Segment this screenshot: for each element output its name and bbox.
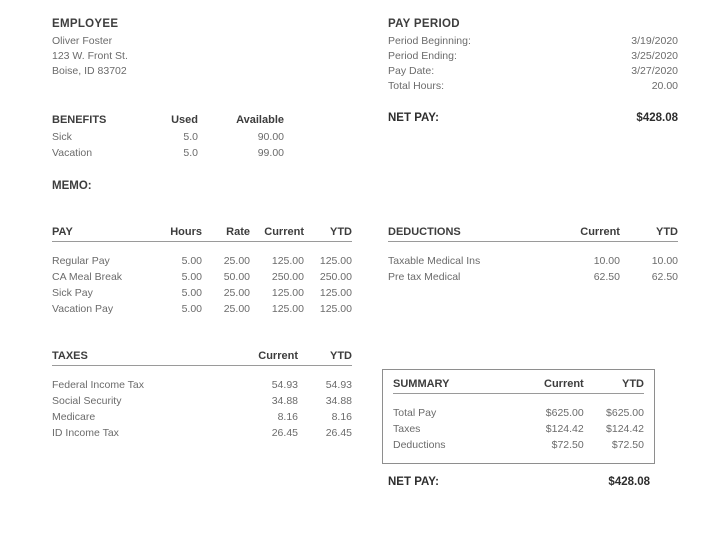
pay-ytd: 125.00	[319, 255, 352, 267]
pay-header-hours: Hours	[154, 226, 202, 242]
summary-ytd: $124.42	[606, 423, 644, 435]
deduction-ytd: 10.00	[651, 255, 678, 267]
taxes-header-current: Current	[220, 350, 298, 366]
pay-period-value: 20.00	[651, 80, 678, 92]
deductions-header-name: DEDUCTIONS	[388, 226, 550, 242]
deduction-name: Taxable Medical Ins	[388, 255, 481, 267]
deductions-header-current: Current	[550, 226, 620, 242]
net-pay-summary-bottom	[388, 476, 650, 488]
employee-title: EMPLOYEE	[52, 18, 119, 30]
summary-name: Deductions	[393, 439, 446, 451]
spacer	[52, 242, 352, 254]
benefits-header-row	[52, 114, 284, 129]
pay-period-row	[388, 49, 678, 64]
tax-current: 34.88	[271, 395, 298, 407]
summary-ytd: $625.00	[606, 407, 644, 419]
benefits-header-used: Used	[171, 114, 198, 126]
tax-ytd: 54.93	[325, 379, 352, 391]
pay-period-label: Period Beginning:	[388, 35, 471, 47]
deductions-header-ytd: YTD	[620, 226, 678, 242]
tax-ytd: 34.88	[325, 395, 352, 407]
summary-table	[393, 378, 644, 453]
pay-rate: 25.00	[223, 287, 250, 299]
table-row	[52, 129, 284, 145]
table-row	[52, 393, 352, 409]
pay-period-label: Period Ending:	[388, 50, 457, 62]
pay-period-row	[388, 64, 678, 79]
net-pay-value: $428.08	[608, 476, 650, 488]
table-row	[52, 253, 352, 269]
pay-header-current: Current	[250, 226, 304, 242]
pay-hours: 5.00	[181, 255, 202, 267]
pay-header-ytd: YTD	[304, 226, 352, 242]
tax-current: 54.93	[271, 379, 298, 391]
pay-table	[52, 226, 352, 317]
benefits-block	[52, 114, 284, 161]
deductions-header-row	[388, 226, 678, 242]
deduction-name: Pre tax Medical	[388, 271, 461, 283]
employee-address-line1: 123 W. Front St.	[52, 50, 128, 62]
table-row	[393, 421, 644, 437]
benefit-available: 90.00	[257, 131, 284, 143]
pay-period-title: PAY PERIOD	[388, 18, 460, 30]
deductions-table	[388, 226, 678, 285]
spacer	[52, 366, 352, 378]
table-row	[52, 269, 352, 285]
benefit-used: 5.0	[183, 131, 198, 143]
tax-name: Medicare	[52, 411, 96, 423]
summary-header-row	[393, 378, 644, 394]
deductions-block	[388, 226, 678, 285]
summary-ytd: $72.50	[611, 439, 644, 451]
tax-name: ID Income Tax	[52, 427, 119, 439]
benefit-name: Vacation	[52, 147, 93, 159]
summary-current: $625.00	[545, 407, 584, 419]
pay-rate: 25.00	[223, 303, 250, 315]
pay-name: CA Meal Break	[52, 271, 123, 283]
pay-ytd: 125.00	[319, 303, 352, 315]
pay-current: 125.00	[271, 287, 304, 299]
pay-name: Vacation Pay	[52, 303, 114, 315]
pay-current: 125.00	[271, 303, 304, 315]
deduction-ytd: 62.50	[651, 271, 678, 283]
pay-period-block	[388, 18, 678, 124]
pay-period-value: 3/27/2020	[631, 65, 678, 77]
pay-name: Regular Pay	[52, 255, 110, 267]
deduction-current: 62.50	[593, 271, 620, 283]
pay-rate: 25.00	[223, 255, 250, 267]
pay-hours: 5.00	[181, 303, 202, 315]
summary-header-name: SUMMARY	[393, 378, 513, 394]
benefits-table	[52, 114, 284, 161]
pay-period-row	[388, 79, 678, 94]
summary-name: Total Pay	[393, 407, 437, 419]
pay-name: Sick Pay	[52, 287, 93, 299]
employee-name: Oliver Foster	[52, 35, 113, 47]
table-row	[52, 425, 352, 441]
tax-ytd: 26.45	[325, 427, 352, 439]
table-row	[388, 269, 678, 285]
tax-ytd: 8.16	[331, 411, 352, 423]
pay-period-label: Total Hours:	[388, 80, 445, 92]
summary-header-ytd: YTD	[584, 378, 644, 394]
tax-current: 26.45	[271, 427, 298, 439]
net-pay-label: NET PAY:	[388, 112, 439, 124]
pay-header-name: PAY	[52, 226, 154, 242]
pay-ytd: 250.00	[319, 271, 352, 283]
table-row	[393, 405, 644, 421]
net-pay-summary-top	[388, 112, 678, 124]
table-row	[52, 377, 352, 393]
pay-hours: 5.00	[181, 271, 202, 283]
table-row	[52, 285, 352, 301]
benefit-used: 5.0	[183, 147, 198, 159]
table-row	[393, 437, 644, 453]
pay-rate: 50.00	[223, 271, 250, 283]
pay-period-row	[388, 34, 678, 49]
memo-label: MEMO:	[52, 180, 92, 192]
pay-period-value: 3/19/2020	[631, 35, 678, 47]
net-pay-value: $428.08	[636, 112, 678, 124]
summary-current: $124.42	[545, 423, 584, 435]
pay-period-value: 3/25/2020	[631, 50, 678, 62]
tax-current: 8.16	[277, 411, 298, 423]
table-row	[52, 409, 352, 425]
taxes-header-ytd: YTD	[298, 350, 352, 366]
benefits-header-name: BENEFITS	[52, 114, 107, 126]
deduction-current: 10.00	[593, 255, 620, 267]
employee-block	[52, 18, 352, 79]
spacer	[388, 242, 678, 254]
taxes-block	[52, 350, 352, 441]
benefits-header-available: Available	[236, 114, 284, 126]
taxes-header-row	[52, 350, 352, 366]
table-row	[52, 301, 352, 317]
benefit-available: 99.00	[257, 147, 284, 159]
pay-hours: 5.00	[181, 287, 202, 299]
summary-current: $72.50	[551, 439, 584, 451]
employee-address-line2: Boise, ID 83702	[52, 65, 127, 77]
summary-box	[382, 369, 655, 464]
pay-header-rate: Rate	[202, 226, 250, 242]
pay-current: 250.00	[271, 271, 304, 283]
spacer	[393, 394, 644, 406]
taxes-header-name: TAXES	[52, 350, 220, 366]
pay-ytd: 125.00	[319, 287, 352, 299]
net-pay-label: NET PAY:	[388, 476, 439, 488]
benefit-name: Sick	[52, 131, 72, 143]
pay-block	[52, 226, 352, 317]
table-row	[52, 145, 284, 161]
taxes-table	[52, 350, 352, 441]
summary-header-current: Current	[513, 378, 583, 394]
pay-period-label: Pay Date:	[388, 65, 435, 77]
memo-block	[52, 176, 92, 194]
pay-current: 125.00	[271, 255, 304, 267]
tax-name: Social Security	[52, 395, 122, 407]
summary-name: Taxes	[393, 423, 421, 435]
pay-header-row	[52, 226, 352, 242]
tax-name: Federal Income Tax	[52, 379, 145, 391]
table-row	[388, 253, 678, 269]
